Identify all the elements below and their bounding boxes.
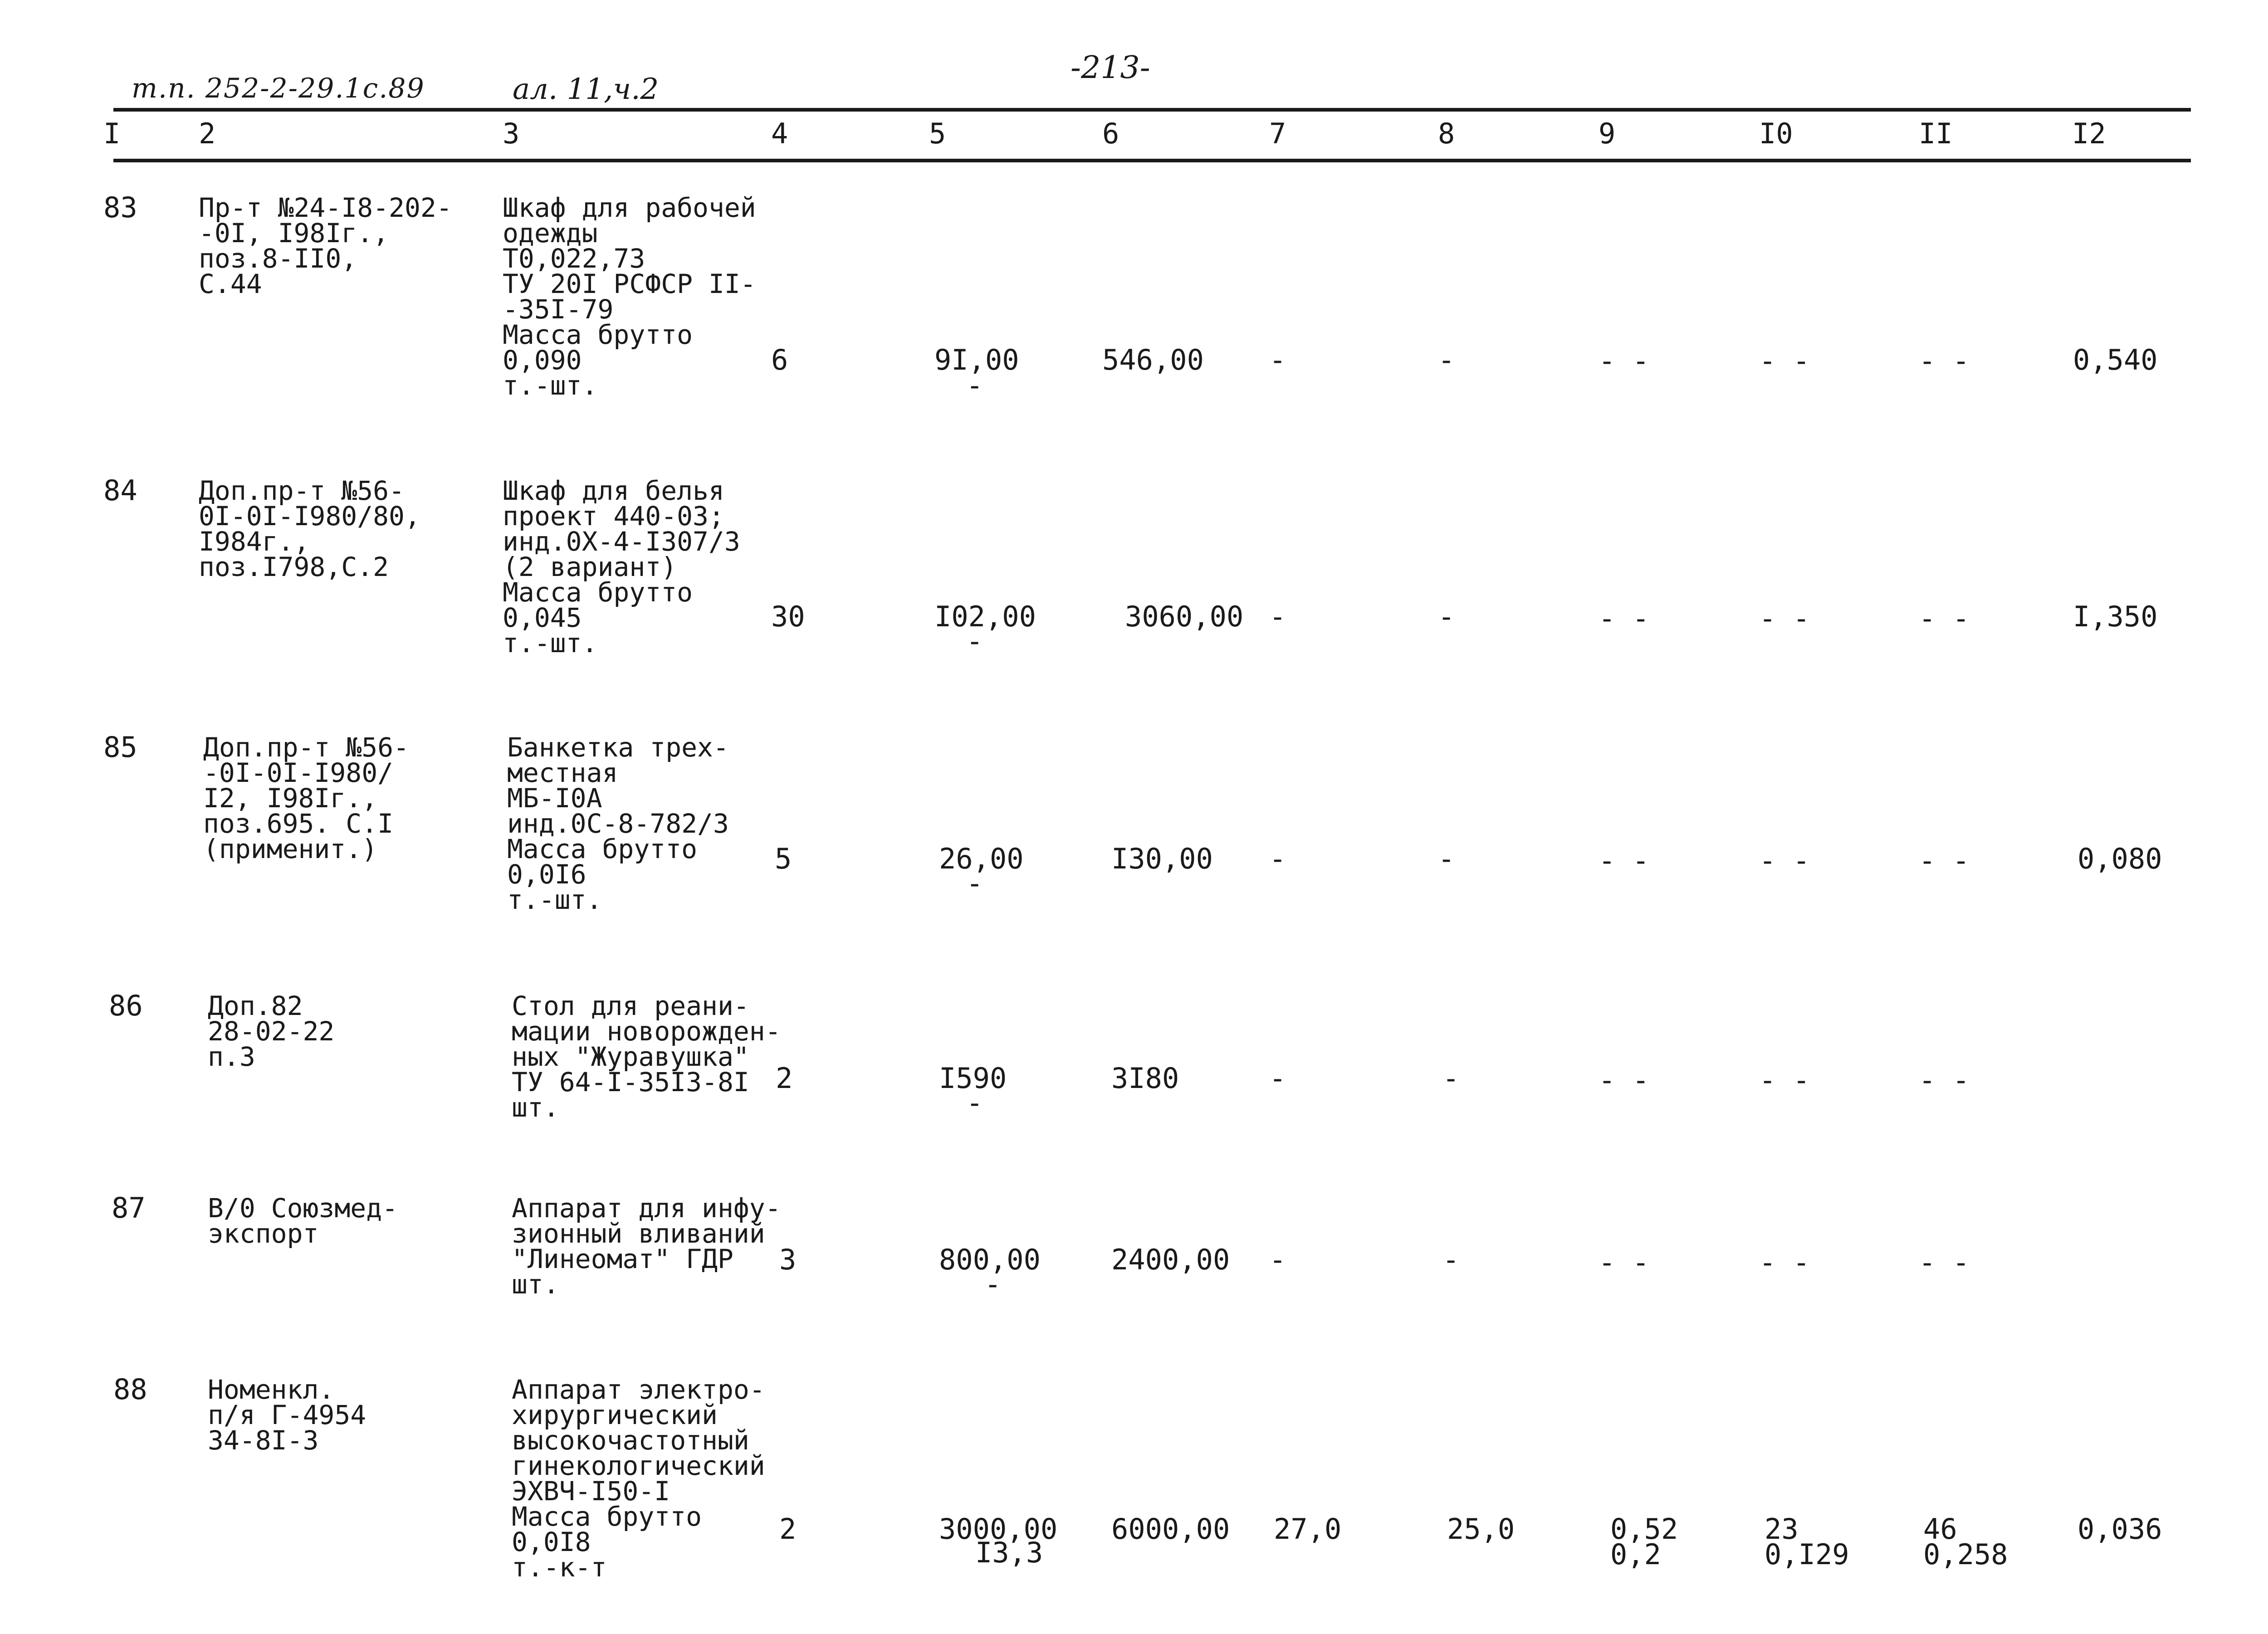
- col10-value: - -: [1759, 1246, 1810, 1279]
- row-number: 86: [109, 989, 143, 1022]
- col9-value: - -: [1598, 1063, 1649, 1097]
- source-reference: Доп.82 28-02-22 п.3: [208, 990, 335, 1072]
- source-reference: Пр-т №24-I8-202- -0I, I98Iг., поз.8-II0, С.44: [199, 192, 452, 299]
- quantity: 30: [771, 600, 805, 633]
- total-cost: 2400,00: [1111, 1243, 1230, 1276]
- item-name: Шкаф для рабочей одежды Т0,022,73 ТУ 20I РСФСР II- -35I-79 Масса брутто 0,090 т.-шт.: [503, 192, 756, 401]
- col8-value: -: [1438, 343, 1455, 376]
- unit-price-sub: I3,3: [975, 1536, 1043, 1569]
- col11-value: 46 0,258: [1923, 1512, 2008, 1571]
- col9-value: - -: [1598, 844, 1649, 877]
- item-name: Стол для реани- мации новорожден- ных "Журавушка" ТУ 64-I-35I3-8I шт.: [512, 990, 781, 1123]
- quantity: 2: [776, 1062, 793, 1095]
- quantity: 2: [779, 1512, 797, 1546]
- col8-value: -: [1438, 842, 1455, 875]
- unit-price: 3000,00: [939, 1512, 1058, 1546]
- unit-price-sub: -: [966, 1086, 983, 1119]
- col10-value: - -: [1759, 602, 1810, 635]
- col11-value: - -: [1919, 344, 1970, 377]
- quantity: 3: [779, 1243, 797, 1276]
- total-cost: 3I80: [1111, 1062, 1179, 1095]
- column-header-2: 2: [199, 117, 216, 150]
- row-number: 84: [103, 474, 137, 507]
- unit-price: 800,00: [939, 1243, 1041, 1276]
- col9-value: - -: [1598, 1246, 1649, 1279]
- col10-value: 23 0,I29: [1765, 1512, 1849, 1571]
- page-number: -213-: [1070, 50, 1150, 86]
- column-header-row: [0, 113, 2268, 159]
- col11-value: - -: [1919, 602, 1970, 635]
- unit-price-sub: -: [966, 624, 983, 658]
- col11-value: - -: [1919, 1063, 1970, 1097]
- page-header: [0, 0, 2268, 109]
- source-reference: Номенкл. п/я Г-4954 34-8I-3: [208, 1374, 367, 1456]
- col8-value: -: [1442, 1243, 1460, 1276]
- total-cost: 546,00: [1102, 343, 1204, 376]
- column-header-9: 9: [1598, 117, 1616, 150]
- column-header-5: 5: [929, 117, 946, 150]
- total-cost: I30,00: [1111, 842, 1213, 875]
- col12-value: 0,540: [2073, 343, 2158, 376]
- sheet-reference: ал. 11,ч.2: [513, 73, 659, 106]
- col9-value: - -: [1598, 344, 1649, 377]
- col7-value: -: [1269, 600, 1286, 633]
- column-header-3: 3: [503, 117, 520, 150]
- header-rule-bottom: [113, 159, 2191, 162]
- column-header-7: 7: [1269, 117, 1286, 150]
- total-cost: 3060,00: [1125, 600, 1244, 633]
- column-header-11: II: [1919, 117, 1953, 150]
- col8-value: -: [1442, 1062, 1460, 1095]
- quantity: 5: [775, 842, 792, 875]
- source-reference: Доп.пр-т №56- -0I-0I-I980/ I2, I98Iг., поз.695. С.I (применит.): [203, 732, 409, 864]
- col7-value: -: [1269, 1243, 1286, 1276]
- unit-price: I02,00: [934, 600, 1036, 633]
- item-name: Аппарат электро- хирургический высокочастотный гинекологический ЭХВЧ-I50-I Масса брутто 0,0I8 т.-к-т: [512, 1374, 765, 1583]
- unit-price: 9I,00: [934, 343, 1019, 376]
- header-rule-top: [113, 108, 2191, 112]
- col10-value: - -: [1759, 844, 1810, 877]
- column-header-8: 8: [1438, 117, 1455, 150]
- document-reference: т.п. 252-2-29.1с.89: [132, 73, 425, 104]
- item-name: Шкаф для белья проект 440-03; инд.0Х-4-I307/3 (2 вариант) Масса брутто 0,045 т.-шт.: [503, 475, 740, 658]
- unit-price-sub: -: [984, 1268, 1002, 1301]
- col10-value: - -: [1759, 1063, 1810, 1097]
- col8-value: -: [1438, 600, 1455, 633]
- col12-value: 0,080: [2077, 842, 2162, 875]
- unit-price: I590: [939, 1062, 1007, 1095]
- col9-value: - -: [1598, 602, 1649, 635]
- unit-price: 26,00: [939, 842, 1024, 875]
- col11-value: - -: [1919, 844, 1970, 877]
- column-header-10: I0: [1759, 117, 1793, 150]
- row-number: 83: [103, 191, 137, 224]
- col7-value: 27,0: [1274, 1512, 1342, 1546]
- col11-value: - -: [1919, 1246, 1970, 1279]
- quantity: 6: [771, 343, 788, 376]
- col7-value: -: [1269, 343, 1286, 376]
- column-header-1: I: [103, 117, 121, 150]
- item-name: Банкетка трех- местная МБ-I0А инд.0С-8-782/3 Масса брутто 0,0I6 т.-шт.: [507, 732, 729, 915]
- col7-value: -: [1269, 1062, 1286, 1095]
- row-number: 88: [113, 1373, 147, 1406]
- column-header-12: I2: [2072, 117, 2106, 150]
- col12-value: 0,036: [2077, 1512, 2162, 1546]
- row-number: 85: [103, 731, 137, 764]
- col10-value: - -: [1759, 344, 1810, 377]
- unit-price-sub: -: [966, 369, 983, 402]
- column-header-4: 4: [771, 117, 788, 150]
- total-cost: 6000,00: [1111, 1512, 1230, 1546]
- source-reference: Доп.пр-т №56- 0I-0I-I980/80, I984г., поз.I798,С.2: [199, 475, 420, 582]
- row-number: 87: [112, 1191, 146, 1224]
- col12-value: I,350: [2073, 600, 2158, 633]
- col7-value: -: [1269, 842, 1286, 875]
- col9-value: 0,52 0,2: [1610, 1512, 1678, 1571]
- unit-price-sub: -: [966, 867, 983, 900]
- col8-value: 25,0: [1447, 1512, 1515, 1546]
- source-reference: В/0 Союзмед- экспорт: [208, 1193, 398, 1249]
- column-header-6: 6: [1102, 117, 1119, 150]
- item-name: Аппарат для инфу- зионный вливаний "Линеомат" ГДР шт.: [512, 1193, 781, 1300]
